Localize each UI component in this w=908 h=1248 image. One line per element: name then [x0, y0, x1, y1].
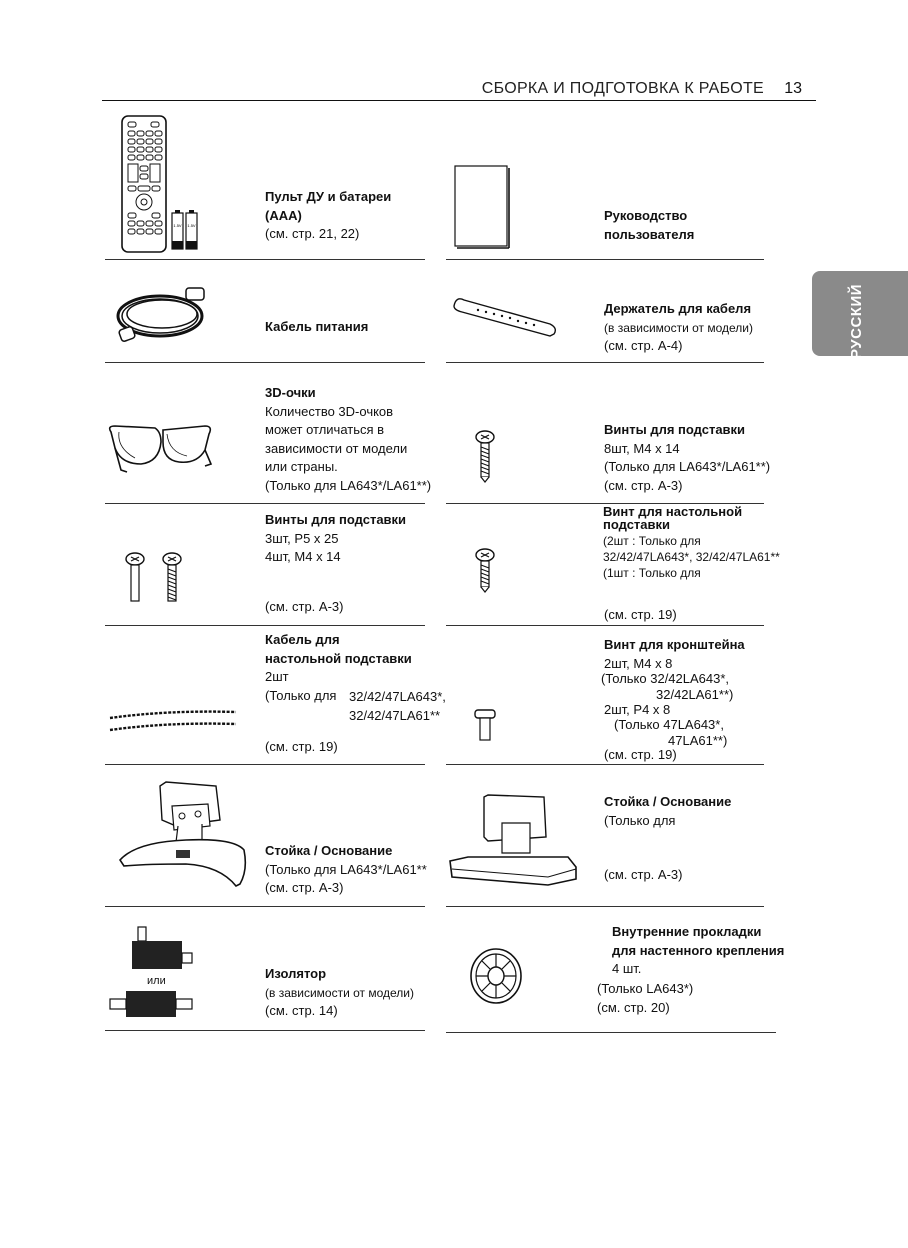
remote-item-text: [265, 188, 391, 244]
item-note: (1шт : Только для: [603, 566, 701, 580]
table-stand-screw-notes: [603, 533, 780, 581]
item-title: Изолятор: [265, 966, 327, 981]
stand-base-b-item-text: [604, 793, 731, 830]
item-title: Держатель для кабеля: [604, 301, 752, 316]
battery-label: 1.5V: [187, 223, 196, 228]
cable-holder-icon: [450, 294, 560, 340]
item-ref: (см. стр. A-4): [604, 338, 683, 353]
screw-icon: [161, 552, 183, 606]
item-note: 32/42/47LA61**: [349, 707, 441, 723]
language-tab: [812, 271, 908, 360]
item-title: Винт для кронштейна: [604, 637, 745, 652]
item-ref: (см. стр. 14): [265, 1003, 338, 1018]
stand-screws-b-item-text: [265, 511, 406, 567]
divider: [446, 259, 764, 260]
item-title: Винты для подставки: [604, 422, 746, 437]
stand-base-a-icon: [116, 780, 250, 892]
item-title: Винт для настольной: [603, 504, 743, 519]
wall-spacer-icon: [468, 946, 524, 1006]
item-title: настольной подставки: [265, 650, 412, 666]
screw-icon: [474, 548, 496, 594]
item-title: Кабель для: [265, 632, 340, 647]
item-ref: (см. стр. 19): [604, 747, 677, 762]
item-title: 3D-очки: [265, 385, 316, 400]
language-tab-label: РУССКИЙ: [848, 283, 865, 360]
stand-base-a-item-text: [265, 842, 427, 898]
item-ref: (см. стр. 19): [604, 607, 677, 622]
item-note: (Только 32/42LA643*,: [601, 671, 730, 686]
item-note: Количество 3D-очков: [265, 403, 394, 419]
divider: [105, 259, 425, 260]
divider: [105, 503, 425, 504]
item-note: или страны.: [265, 459, 338, 474]
item-note: 32/42/47LA643*,: [349, 689, 446, 704]
item-qty: 3шт, P5 x 25: [265, 530, 339, 546]
item-ref: (см. стр. A-3): [604, 477, 683, 493]
item-note: (Только для LA643*/LA61**: [265, 861, 427, 877]
item-qty: 2шт: [265, 669, 289, 684]
remote-control-icon: [120, 114, 170, 254]
item-qty: 4 шт.: [612, 961, 642, 976]
item-note: 32/42LA61**): [656, 687, 734, 702]
item-title: Внутренние прокладки: [612, 924, 762, 939]
3d-glasses-icon: [105, 418, 217, 476]
screw-icon: [124, 552, 146, 606]
divider: [105, 1030, 425, 1031]
item-title: Стойка / Основание: [604, 794, 732, 809]
or-label: или: [147, 975, 166, 987]
page-number: 13: [784, 80, 802, 97]
battery-icon: [171, 209, 199, 251]
item-title: подставки: [603, 517, 671, 532]
bracket-screw-icon: [474, 708, 496, 742]
power-cable-title: Кабель питания: [265, 319, 369, 334]
divider: [105, 625, 425, 626]
item-note: (Только для: [604, 812, 676, 828]
table-stand-cable-models: [349, 688, 446, 725]
item-qty: 4шт, M4 x 14: [265, 549, 341, 564]
item-note: 47LA61**): [668, 733, 728, 748]
item-note: может отличаться в: [265, 422, 385, 437]
3d-glasses-item-text: [265, 384, 431, 495]
item-ref: (см. стр. 20): [597, 999, 670, 1015]
item-title: Стойка / Основание: [265, 843, 393, 858]
divider: [105, 906, 425, 907]
stand-base-b-icon: [448, 793, 580, 887]
divider: [446, 362, 764, 363]
divider: [446, 906, 764, 907]
item-title: Руководство: [604, 208, 688, 223]
divider: [446, 1032, 776, 1033]
isolator-icon: [104, 925, 196, 1021]
wall-spacers-notes: [597, 980, 693, 1017]
item-qty: 8шт, M4 x 14: [604, 440, 680, 456]
item-title: для настенного крепления: [612, 942, 785, 958]
item-note: (Только LA643*): [597, 981, 694, 996]
item-note: (в зависимости от модели): [265, 985, 414, 1000]
page-header: [102, 78, 816, 101]
item-note: зависимости от модели: [265, 440, 408, 456]
item-title: Пульт ДУ и батареи: [265, 189, 392, 204]
table-stand-cable-icon: [108, 708, 242, 734]
stand-screws-a-item-text: [604, 421, 770, 495]
item-note: (2шт : Только для: [603, 534, 701, 548]
divider: [105, 362, 425, 363]
item-note: (Только для: [265, 688, 337, 703]
item-note: (Только для LA643*/LA61**): [265, 477, 432, 493]
item-title: пользователя: [604, 226, 695, 242]
divider: [446, 625, 764, 626]
manual-book-icon: [454, 165, 514, 249]
table-stand-screw-item-text: [603, 505, 742, 531]
item-ref: (см. стр. A-3): [265, 880, 344, 895]
item-qty: 2шт, M4 x 8: [604, 656, 673, 671]
item-note: 32/42/47LA643*, 32/42/47LA61**: [603, 550, 780, 564]
isolator-item-text: [265, 965, 414, 1021]
item-note: (в зависимости от модели): [604, 320, 753, 335]
table-stand-cable-item-text: [265, 631, 412, 687]
power-cable-icon: [110, 284, 216, 346]
battery-label: 1.5V: [173, 223, 182, 228]
divider: [105, 764, 425, 765]
item-note: (Только 47LA643*,: [614, 717, 724, 732]
item-ref: (см. стр. 21, 22): [265, 226, 360, 241]
section-title: СБОРКА И ПОДГОТОВКА К РАБОТЕ: [481, 80, 764, 97]
item-ref: (см. стр. 19): [265, 739, 338, 754]
item-ref: (см. стр. A-3): [604, 867, 683, 882]
cable-holder-item-text: [604, 300, 753, 356]
item-note: (Только для LA643*/LA61**): [604, 459, 771, 474]
item-ref: (см. стр. A-3): [265, 599, 344, 614]
wall-spacers-item-text: [612, 923, 784, 979]
item-title: (AAA): [265, 207, 302, 223]
screw-icon: [474, 430, 496, 484]
manual-item-text: [604, 207, 694, 244]
item-qty: 2шт, P4 x 8: [604, 702, 671, 717]
item-title: Винты для подставки: [265, 512, 407, 527]
